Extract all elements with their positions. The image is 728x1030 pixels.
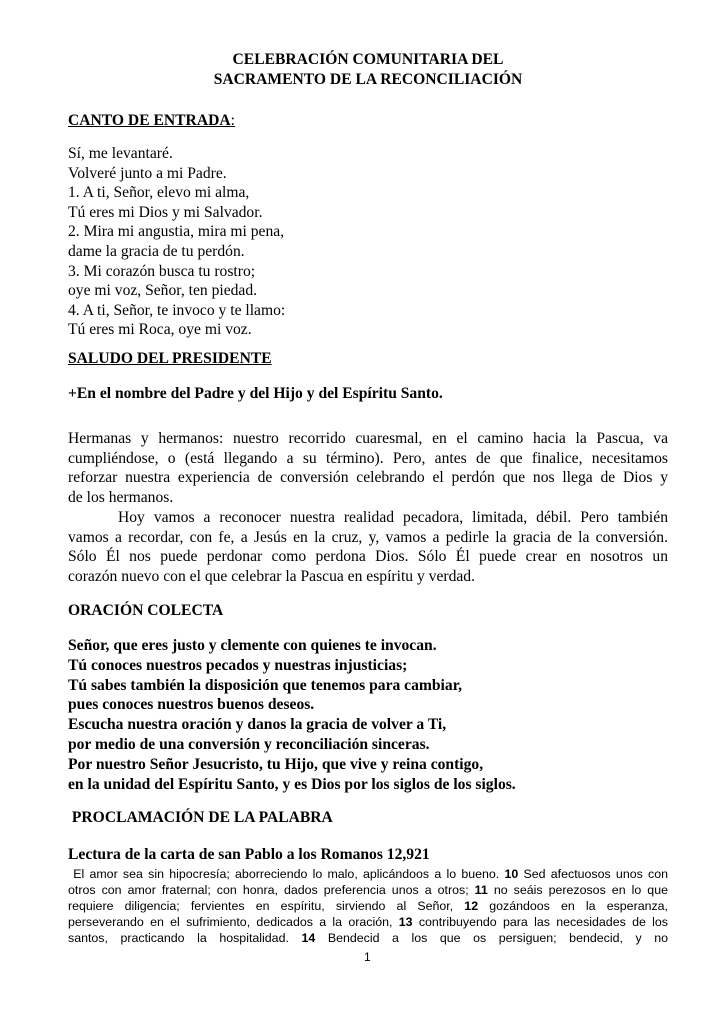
- verse-number: 11: [474, 883, 488, 897]
- lyric-line: 1. A ti, Señor, elevo mi alma,: [68, 184, 250, 202]
- prayer-line: Escucha nuestra oración y danos la gracia de volver a Ti,: [68, 716, 447, 734]
- invocation-line: +En el nombre del Padre y del Hijo y del Espíritu Santo.: [68, 385, 443, 402]
- paragraph-line: Hoy vamos a reconocer nuestra realidad pecadora, limitada, débil. Pero también: [118, 509, 668, 526]
- prayer-line: por medio de una conversión y reconciliación sinceras.: [68, 735, 430, 753]
- lyric-line: 3. Mi corazón busca tu rostro;: [68, 262, 256, 280]
- lyric-line: 4. A ti, Señor, te invoco y te llamo:: [68, 301, 286, 319]
- saludo-paragraph-2: [68, 508, 668, 586]
- reading-line: perseverando en el sufrimiento, dedicados a la oración, 13 contribuyendo para las necesidades de los: [68, 915, 668, 929]
- canto-heading: [68, 111, 235, 131]
- prayer-line: Señor, que eres justo y clemente con quienes te invocan.: [68, 637, 437, 654]
- oracion-text: [68, 636, 516, 794]
- page-number: 1: [364, 950, 371, 964]
- paragraph-line: corazón nuevo con el que celebrar la Pascua en espíritu y verdad.: [68, 567, 475, 585]
- palabra-heading: PROCLAMACIÓN DE LA PALABRA: [68, 809, 333, 826]
- canto-heading-text: CANTO DE ENTRADA: [68, 112, 231, 129]
- lyric-line: oye mi voz, Señor, ten piedad.: [68, 282, 258, 300]
- reading-line: otros con amor fraternal; con honra, dados preferencia unos a otros; 11 no seáis perezosos en lo que: [68, 883, 668, 897]
- reading-text: [68, 866, 668, 946]
- document-title-line-2: SACRAMENTO DE LA RECONCILIACIÓN: [213, 71, 523, 88]
- reading-line: requiere diligencia; fervientes en espíritu, sirviendo al Señor, 12 gozándoos en la esperanza,: [68, 899, 669, 913]
- verse-number: 10: [504, 867, 519, 881]
- paragraph-line: cumpliéndose, o (está llegando a su término). Pero, antes de que finalice, necesitamos: [68, 449, 668, 467]
- prayer-line: en la unidad del Espíritu Santo, y es Dios por los siglos de los siglos.: [68, 775, 516, 793]
- reading-title: Lectura de la carta de san Pablo a los Romanos 12,921: [68, 846, 430, 863]
- reading-line: santos, practicando la hospitalidad. 14 Bendecid a los que os persiguen; bendecid, y no: [68, 931, 669, 945]
- paragraph-line: de los hermanos.: [68, 488, 174, 506]
- verse-number: 12: [464, 899, 479, 913]
- prayer-line: Tú conoces nuestros pecados y nuestras injusticias;: [68, 656, 408, 674]
- document-title-line-1: CELEBRACIÓN COMUNITARIA DEL: [232, 51, 504, 68]
- lyric-line: Tú eres mi Roca, oye mi voz.: [68, 321, 252, 339]
- reading-line: El amor sea sin hipocresía; aborreciendo lo malo, aplicándoos a lo bueno. 10 Sed afectuosos unos con: [68, 867, 669, 881]
- prayer-line: Tú sabes también la disposición que tenemos para cambiar,: [68, 676, 463, 694]
- lyric-line: Tú eres mi Dios y mi Salvador.: [68, 203, 263, 221]
- prayer-line: Por nuestro Señor Jesucristo, tu Hijo, que vive y reina contigo,: [68, 755, 484, 773]
- saludo-heading: SALUDO DEL PRESIDENTE: [68, 350, 272, 367]
- verse-number: 14: [301, 931, 316, 945]
- lyric-line: dame la gracia de tu perdón.: [68, 242, 245, 260]
- paragraph-line: Hermanas y hermanos: nuestro recorrido cuaresmal, en el camino hacia la Pascua, va: [68, 430, 668, 447]
- verse-number: 13: [398, 915, 413, 929]
- saludo-paragraph-1: [68, 429, 668, 507]
- canto-lyrics: [68, 144, 285, 340]
- paragraph-line: vamos a recordar, con fe, a Jesús en la cruz, y, vamos a pedirle la gracia de la conversión.: [68, 528, 668, 546]
- oracion-heading: ORACIÓN COLECTA: [68, 602, 224, 619]
- paragraph-line: Sólo Él nos puede perdonar como perdona Dios. Sólo Él puede crear en nosotros un: [68, 548, 668, 566]
- lyric-line: Volveré junto a mi Padre.: [68, 164, 227, 182]
- paragraph-line: reforzar nuestra experiencia de conversión celebrando el perdón que nos llega de Dios y: [68, 469, 668, 487]
- lyric-line: 2. Mira mi angustia, mira mi pena,: [68, 223, 285, 241]
- lyric-line: Sí, me levantaré.: [68, 145, 173, 162]
- canto-heading-colon: :: [230, 112, 235, 129]
- prayer-line: pues conoces nuestros buenos deseos.: [68, 696, 315, 714]
